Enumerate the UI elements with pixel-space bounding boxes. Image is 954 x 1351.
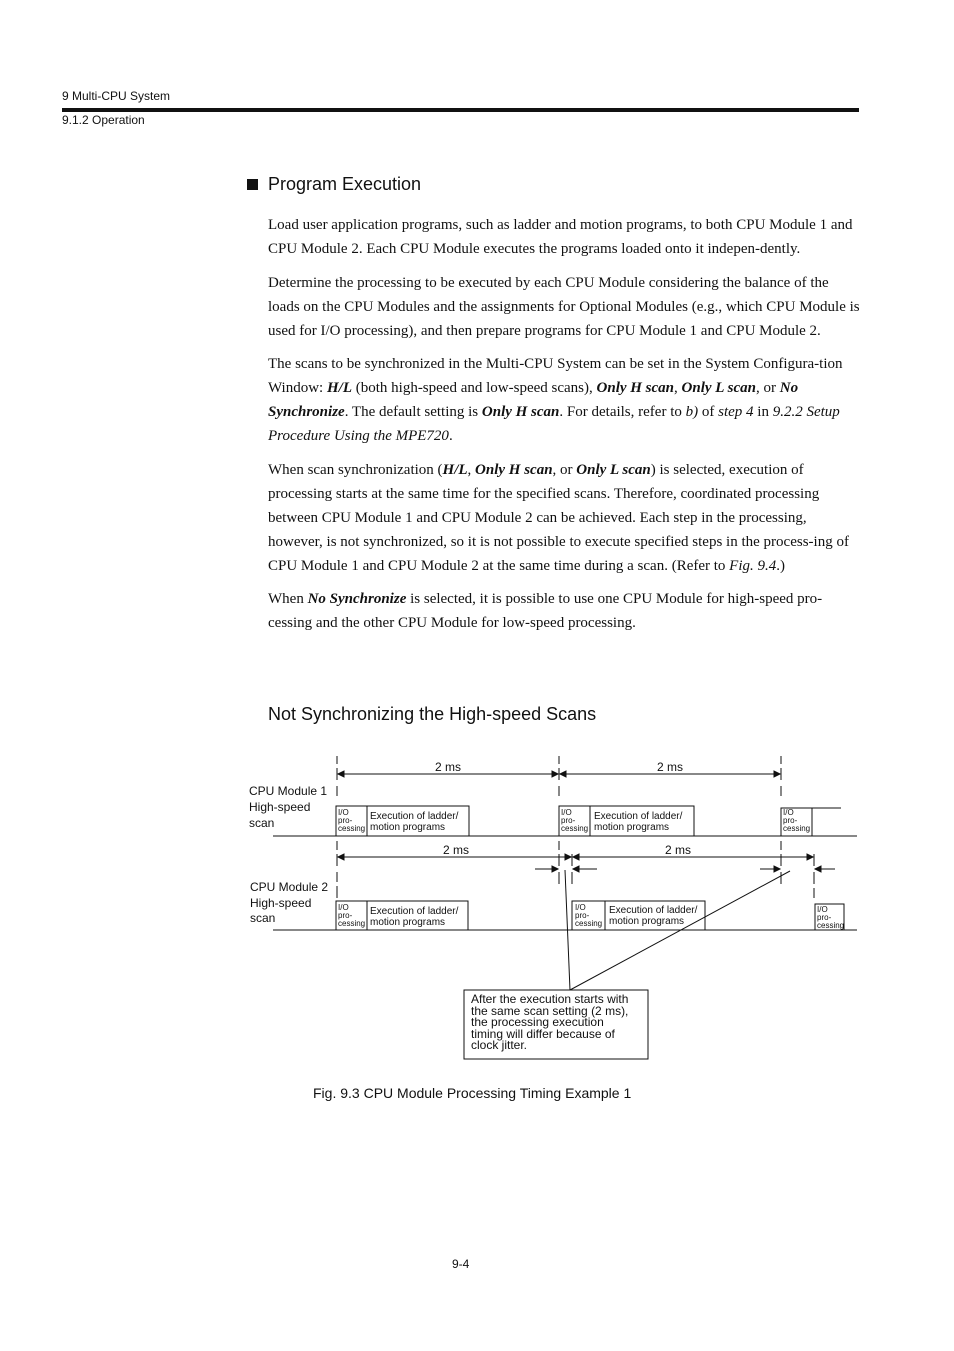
note-line: the processing execution	[471, 1015, 604, 1029]
option-hl: H/L	[326, 380, 352, 396]
text-run: , or	[755, 380, 780, 396]
option-hl: H/L	[442, 461, 468, 478]
io-label: cessing	[575, 919, 603, 928]
io-label: pro-	[783, 816, 798, 825]
note-line: timing will differ because of	[471, 1027, 615, 1041]
text-run: .)	[776, 557, 786, 574]
text-run: .	[448, 428, 453, 444]
cpu2-label-line3: scan	[250, 911, 276, 925]
text-run: is selected, it is possible to use one CPU Module for high-speed pro-cessing and the other CPU Module for low-speed processing.	[268, 591, 823, 631]
cpu1-exec-labels	[370, 811, 683, 833]
text-run: ,	[467, 461, 476, 478]
io-label: pro-	[561, 816, 576, 825]
exec-label: Execution of ladder/	[370, 811, 459, 822]
cpu1-interval-label-2: 2 ms	[656, 760, 684, 774]
exec-label: motion programs	[370, 822, 446, 833]
exec-label: Execution of ladder/	[609, 905, 698, 916]
cpu1-label-line3: scan	[249, 816, 275, 830]
cpu1-label-line1: CPU Module 1	[249, 784, 328, 798]
io-label: I/O	[783, 808, 794, 817]
text-run: . For details, refer to	[559, 404, 686, 420]
reference-step-b: b)	[685, 404, 699, 420]
cpu2-exec-labels	[370, 905, 698, 928]
text-run: in	[753, 404, 773, 420]
cpu1-interval-label-1: 2 ms	[434, 760, 462, 774]
exec-label: motion programs	[594, 822, 670, 833]
cpu2-interval-label-1: 2 ms	[442, 843, 470, 857]
io-label: cessing	[817, 921, 845, 930]
io-label: pro-	[338, 816, 353, 825]
io-label: cessing	[561, 824, 589, 833]
cpu1-label-line2: High-speed	[249, 800, 311, 814]
io-label: I/O	[338, 903, 349, 912]
chapter-header: 9 Multi-CPU System	[62, 89, 171, 103]
sub-heading: Not Synchronizing the High-speed Scans	[268, 704, 597, 724]
cpu1-tick-marks	[337, 756, 781, 796]
option-no-synchronize: No Synchronize	[307, 591, 407, 607]
text-run: ) is selected, execution of processing starts at the same time for the specified scans. Therefore, coordinated processing between CPU Module 1 and CPU Module 2 can be achieved. Each step in the processing, however, is not synchronized, so it is not possible to execute specified steps in the process-ing of CPU Module 1 and CPU Module 2 at the same time during a scan. (Refer to	[268, 461, 849, 574]
text-run: The scans to be synchronized in the Multi-CPU System can be set in the System Configura-tion Window:	[268, 356, 843, 396]
text-run: When	[268, 591, 308, 607]
cpu1-label	[249, 784, 327, 830]
note-line: the same scan setting (2 ms),	[471, 1004, 629, 1018]
text-run: (both high-speed and low-speed scans),	[351, 380, 597, 396]
exec-label: motion programs	[370, 917, 446, 928]
cpu2-label	[250, 880, 328, 925]
paragraph-2: Determine the processing to be executed by each CPU Module considering the balance of the loads on the CPU Modules and the assignments for Optional Modules (e.g., which CPU Module is used for I/O processing), and then prepare programs for CPU Module 1 and CPU Module 2.	[268, 274, 860, 339]
text-run: . The default setting is	[344, 404, 482, 420]
io-label: cessing	[338, 919, 366, 928]
note-line: After the execution starts with	[471, 992, 629, 1006]
io-label: cessing	[338, 824, 366, 833]
io-label: pro-	[338, 911, 353, 920]
reference-step-4: step 4	[718, 404, 754, 420]
option-only-h-scan: Only H scan	[475, 461, 553, 478]
cpu2-interval-arrows	[338, 854, 835, 872]
io-label: I/O	[817, 905, 828, 914]
text-run: When scan synchronization (	[268, 461, 443, 478]
cpu2-label-line2: High-speed	[250, 896, 312, 910]
default-option: Only H scan	[481, 404, 560, 420]
text-run: , or	[552, 461, 577, 478]
text-run: of	[698, 404, 719, 420]
section-heading-text: Program Execution	[268, 174, 422, 194]
note-line: clock jitter.	[471, 1038, 528, 1052]
io-label: cessing	[783, 824, 811, 833]
option-only-h-scan: Only H scan	[596, 380, 675, 396]
io-label: pro-	[817, 913, 832, 922]
section-header: 9.1.2 Operation	[62, 113, 145, 127]
paragraph-1: Load user application programs, such as ladder and motion programs, to both CPU Module 1 and CPU Module 2. Each CPU Module executes the programs loaded onto it indepen-dently.	[268, 217, 853, 257]
io-label: I/O	[575, 903, 586, 912]
reference-fig-94: Fig. 9.4	[729, 557, 777, 574]
exec-label: Execution of ladder/	[370, 906, 459, 917]
text-run: ,	[674, 380, 682, 396]
reference-section-922: 9.2.2 Setup Procedure Using the MPE720	[268, 404, 840, 444]
io-label: I/O	[338, 808, 349, 817]
cpu2-label-line1: CPU Module 2	[250, 880, 329, 894]
option-no-synchronize: No Synchronize	[268, 380, 799, 420]
option-only-l-scan: Only L scan	[681, 380, 756, 396]
io-label: I/O	[561, 808, 572, 817]
exec-label: Execution of ladder/	[594, 811, 683, 822]
exec-label: motion programs	[609, 916, 685, 927]
cpu2-interval-label-2: 2 ms	[664, 843, 692, 857]
option-only-l-scan: Only L scan	[576, 461, 651, 478]
page-number: 9-4	[452, 1257, 470, 1271]
io-label: pro-	[575, 911, 590, 920]
figure-caption: Fig. 9.3 CPU Module Processing Timing Example 1	[313, 1085, 632, 1101]
